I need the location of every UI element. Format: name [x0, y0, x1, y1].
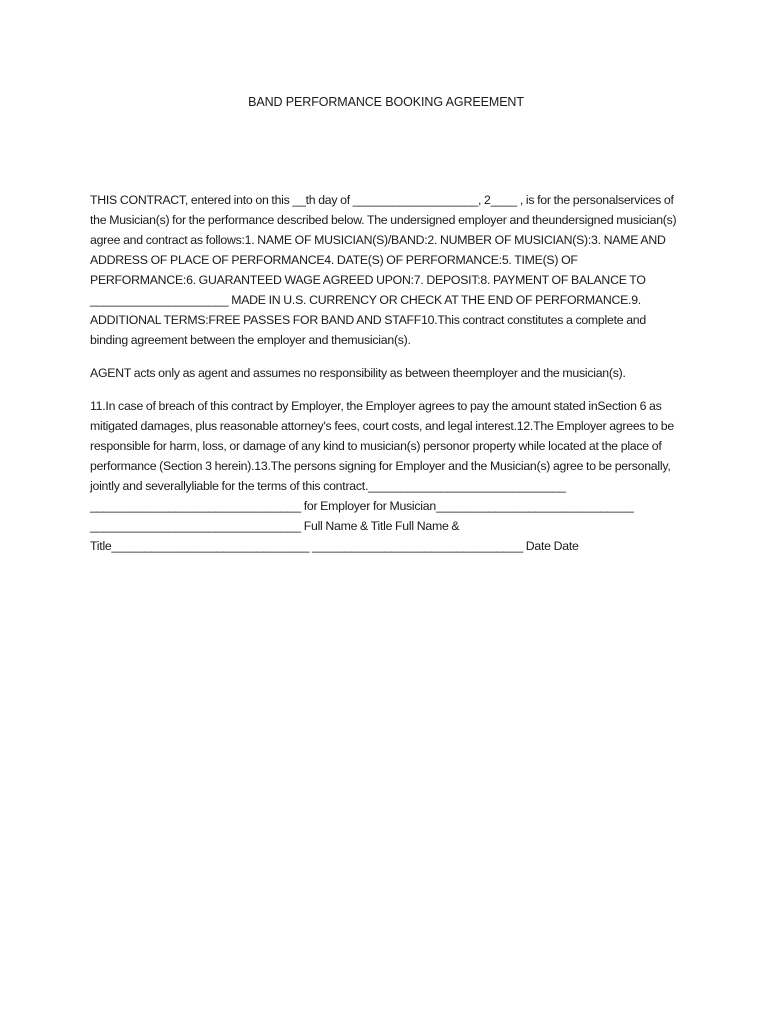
document-title: BAND PERFORMANCE BOOKING AGREEMENT: [248, 95, 524, 109]
document-body: [90, 190, 678, 569]
agent-disclaimer-paragraph: AGENT acts only as agent and assumes no responsibility as between theemployer and the musician(s).: [90, 366, 626, 380]
contract-terms-paragraph: THIS CONTRACT, entered into on this __th day of ___________________, 2____ , is for the personalservices of the Musician(s) for the performance described below. The undersigned employer and theundersigned musician(s) agree and contract as follows:1. NAME OF MUSICIAN(S)/BAND:2. NUMBER OF MUSICIAN(S):3. NAME AND ADDRESS OF PLACE OF PERFORMANCE4. DATE(S) OF PERFORMANCE:5. TIME(S) OF PERFORMANCE:6. GUARANTEED WAGE AGREED UPON:7. DEPOSIT:8. PAYMENT OF BALANCE TO _____________________ MADE IN U.S. CURRENCY OR CHECK AT THE END OF PERFORMANCE.9. ADDITIONAL TERMS:FREE PASSES FOR BAND AND STAFF10.This contract constitutes a complete and binding agreement between the employer and themusician(s).: [90, 193, 677, 347]
breach-and-signature-paragraph: 11.In case of breach of this contract by Employer, the Employer agrees to pay the amount stated inSection 6 as mitigated damages, plus reasonable attorney's fees, court costs, and legal interest.12.The Employer agrees to be responsible for harm, loss, or damage of any kind to musician(s) personor property while located at the place of performance (Section 3 herein).13.The persons signing for Employer and the Musician(s) agree to be personally, jointly and severallyliable for the terms of this contract.______________________________ ________________________________ for Employer for Musician______________________________ ________________________________ Full Name & Title Full Name & Title______________________________ ________________________________ Date Date: [90, 399, 674, 553]
